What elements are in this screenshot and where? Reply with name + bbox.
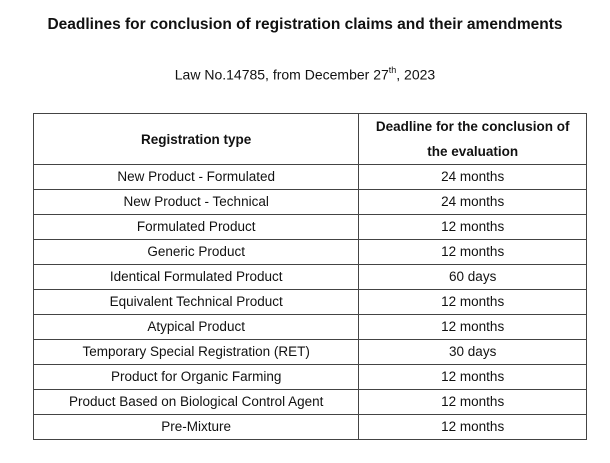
registration-type-cell: Equivalent Technical Product <box>34 290 359 315</box>
registration-type-cell: New Product - Formulated <box>34 165 359 190</box>
deadlines-table <box>33 113 587 440</box>
table-row <box>34 265 587 290</box>
deadline-cell: 12 months <box>359 415 587 440</box>
deadline-cell: 60 days <box>359 265 587 290</box>
header-deadline-line2: the evaluation <box>427 144 519 159</box>
table-row <box>34 340 587 365</box>
table-row <box>34 190 587 215</box>
table-header-row <box>34 114 587 165</box>
header-deadline-line1: Deadline for the conclusion of <box>375 119 570 134</box>
table-row <box>34 365 587 390</box>
deadline-cell: 12 months <box>359 240 587 265</box>
registration-type-cell: Atypical Product <box>34 315 359 340</box>
registration-type-cell: Generic Product <box>34 240 359 265</box>
deadline-cell: 24 months <box>359 165 587 190</box>
deadline-cell: 12 months <box>359 215 587 240</box>
law-subtitle-prefix: Law No.14785, from December 27 <box>174 66 389 83</box>
header-registration-type: Registration type <box>34 114 359 165</box>
registration-type-cell: Temporary Special Registration (RET) <box>34 340 359 365</box>
deadline-cell: 24 months <box>359 190 587 215</box>
registration-type-cell: Pre-Mixture <box>34 415 359 440</box>
deadline-cell: 12 months <box>359 390 587 415</box>
registration-type-cell: Formulated Product <box>34 215 359 240</box>
deadline-cell: 12 months <box>359 365 587 390</box>
registration-type-cell: Product for Organic Farming <box>34 365 359 390</box>
registration-type-cell: Product Based on Biological Control Agent <box>34 390 359 415</box>
law-subtitle-superscript: th <box>388 65 397 75</box>
deadline-cell: 30 days <box>359 340 587 365</box>
table-row <box>34 165 587 190</box>
page-title: Deadlines for conclusion of registration claims and their amendments <box>47 16 563 33</box>
table-row <box>34 290 587 315</box>
table-row <box>34 415 587 440</box>
law-subtitle <box>0 66 610 83</box>
deadline-cell: 12 months <box>359 315 587 340</box>
deadline-cell: 12 months <box>359 290 587 315</box>
table-row <box>34 390 587 415</box>
header-deadline <box>359 114 587 165</box>
table-row <box>34 240 587 265</box>
registration-type-cell: New Product - Technical <box>34 190 359 215</box>
table-row <box>34 215 587 240</box>
table-body <box>34 165 587 440</box>
law-subtitle-suffix: , 2023 <box>396 66 436 83</box>
registration-type-cell: Identical Formulated Product <box>34 265 359 290</box>
table-row <box>34 315 587 340</box>
